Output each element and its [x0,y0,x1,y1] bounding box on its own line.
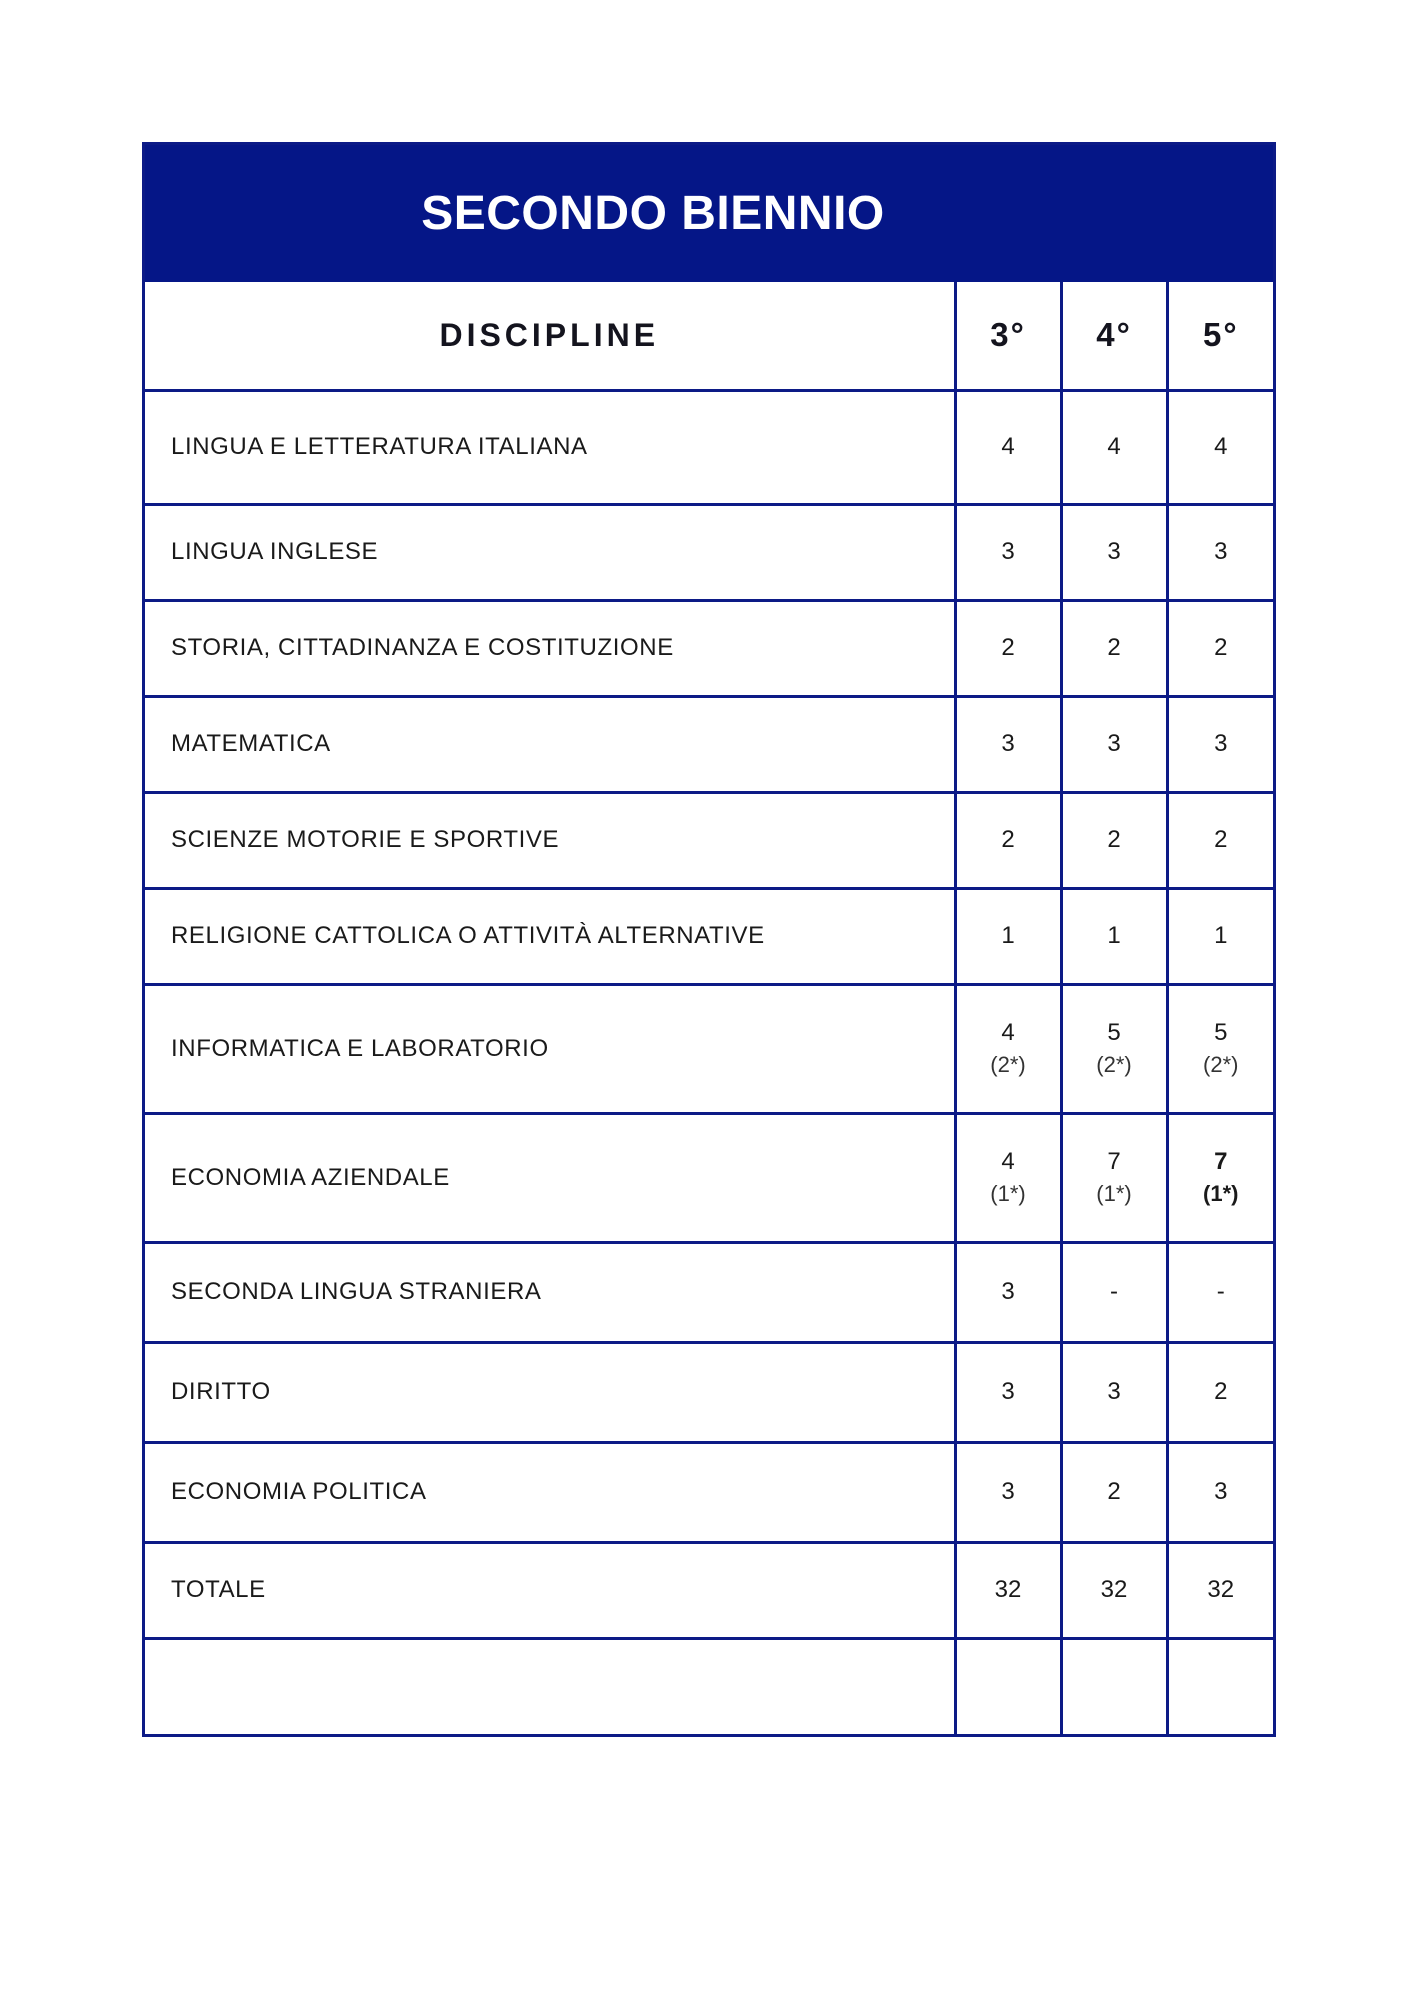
hours-cell: 4 (1*) [955,1113,1061,1242]
table-row [145,1242,1273,1342]
hours-cell: 5 (2*) [1061,984,1167,1113]
hours-cell: 3 [955,1242,1061,1342]
hours-cell: 3 [1167,1442,1273,1542]
table-row-empty [145,1638,1273,1734]
hours-cell: 2 [1061,600,1167,696]
table-row [145,1442,1273,1542]
hours-cell: 32 [1167,1542,1273,1638]
header-year-5: 5° [1167,282,1273,390]
hours-cell: 2 [1167,600,1273,696]
table-row [145,1342,1273,1442]
hours-cell: 4 [1167,390,1273,504]
hours-cell: 2 [1061,792,1167,888]
hours-cell: 2 [955,600,1061,696]
hours-cell: 2 [955,792,1061,888]
table-row-total [145,1542,1273,1638]
hours-cell [1167,1638,1273,1734]
header-discipline: DISCIPLINE [145,282,955,390]
hours-cell: 7 (1*) [1167,1113,1273,1242]
table-row [145,600,1273,696]
hours-cell: - [1167,1242,1273,1342]
hours-cell: 3 [955,696,1061,792]
discipline-name: ECONOMIA POLITICA [145,1442,955,1542]
hours-cell: 2 [1167,792,1273,888]
hours-cell: 32 [1061,1542,1167,1638]
banner [145,145,1273,282]
table-row [145,888,1273,984]
table-row [145,1113,1273,1242]
hours-cell: 2 [1061,1442,1167,1542]
hours-cell: 4 [1061,390,1167,504]
discipline-name: LINGUA E LETTERATURA ITALIANA [145,390,955,504]
hours-cell [1061,1638,1167,1734]
header-year-3: 3° [955,282,1061,390]
hours-cell: 3 [1167,504,1273,600]
table-row [145,984,1273,1113]
hours-cell: 3 [955,504,1061,600]
header-row [145,282,1273,390]
hours-cell: 3 [955,1442,1061,1542]
discipline-name: SECONDA LINGUA STRANIERA [145,1242,955,1342]
table-body [145,390,1273,1734]
hours-cell: 1 [1167,888,1273,984]
hours-cell: 5 (2*) [1167,984,1273,1113]
discipline-name: INFORMATICA E LABORATORIO [145,984,955,1113]
table-row [145,504,1273,600]
hours-cell: 3 [1167,696,1273,792]
hours-cell: 3 [955,1342,1061,1442]
hours-cell: 4 [955,390,1061,504]
discipline-name: TOTALE [145,1542,955,1638]
discipline-name: ECONOMIA AZIENDALE [145,1113,955,1242]
table-row [145,792,1273,888]
discipline-name: RELIGIONE CATTOLICA O ATTIVITÀ ALTERNATIVE [145,888,955,984]
header-year-4: 4° [1061,282,1167,390]
discipline-name: LINGUA INGLESE [145,504,955,600]
hours-cell: - [1061,1242,1167,1342]
discipline-name: DIRITTO [145,1342,955,1442]
hours-cell: 2 [1167,1342,1273,1442]
hours-cell: 1 [955,888,1061,984]
hours-cell: 32 [955,1542,1061,1638]
banner-title: SECONDO BIENNIO [421,187,885,240]
hours-cell: 3 [1061,1342,1167,1442]
hours-cell: 7 (1*) [1061,1113,1167,1242]
hours-cell: 3 [1061,696,1167,792]
table-row [145,696,1273,792]
discipline-name: SCIENZE MOTORIE E SPORTIVE [145,792,955,888]
hours-cell: 3 [1061,504,1167,600]
hours-cell [955,1638,1061,1734]
discipline-name: MATEMATICA [145,696,955,792]
hours-cell: 1 [1061,888,1167,984]
discipline-name: STORIA, CITTADINANZA E COSTITUZIONE [145,600,955,696]
discipline-name [145,1638,955,1734]
table-row [145,390,1273,504]
disciplines-table [145,282,1273,1734]
hours-cell: 4 (2*) [955,984,1061,1113]
hours-table-sheet [142,142,1276,1737]
